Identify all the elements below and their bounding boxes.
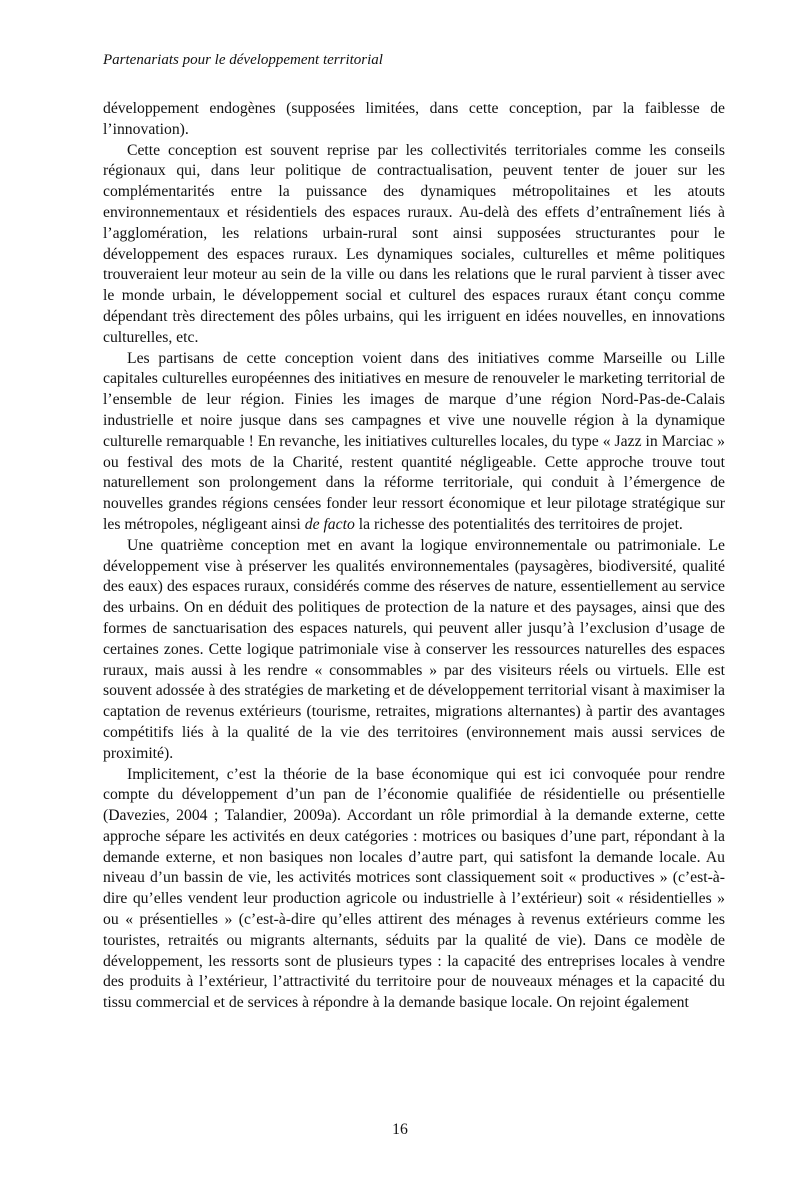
page-number: 16 bbox=[392, 1121, 408, 1138]
paragraph-3-part-2: la richesse des potentialités des territoires de projet. bbox=[358, 515, 683, 533]
italic-term: de facto bbox=[304, 515, 355, 533]
running-header: Partenariats pour le développement territorial bbox=[103, 52, 383, 68]
paragraph-5: Implicitement, c’est la théorie de la base économique qui est ici convoquée pour rendre compte du développement d’un pan de l’économie qualifiée de résidentielle ou présentielle (Davezies, 2004 ; Talandier, 2009a). Accordant un rôle primordial à la demande externe, cette approche sépare les activités en deux catégories : motrices ou basiques d’une part, répondant à la demande externe, et non basiques non locales d’autre part, qui satisfont la demande locale. Au niveau d’un bassin de vie, les activités motrices sont classiquement soit « productives » (c’est-à-dire qu’elles vendent leur production agricole ou industrielle à l’extérieur) soit « résidentielles » ou « présentielles » (c’est-à-dire qu’elles attirent des ménages à revenus extérieurs comme les touristes, retraités ou migrants alternants, séduits par la qualité de vie). Dans ce modèle de développement, les ressorts sont de plusieurs types : la capacité des entreprises locales à vendre des produits à l’extérieur, l’attractivité du territoire pour de nouveaux ménages et la capacité du tissu commercial et de services à répondre à la demande basique locale. On rejoint également bbox=[103, 765, 725, 1012]
body-text bbox=[103, 99, 725, 1014]
paragraph-3-part-1: Les partisans de cette conception voient dans des initiatives comme Marseille ou Lille capitales culturelles européennes des initiatives en mesure de renouveler le marketing territorial de l’ensemble de leur région. Finies les images de marque d’une région Nord-Pas-de-Calais industrielle et noire jusque dans ses campagnes et vive une nouvelle région à la dynamique culturelle remarquable ! En revanche, les initiatives culturelles locales, du type « Jazz in Marciac » ou festival des mots de la Charité, restent quantité négligeable. Cette approche trouve tout naturellement son prolongement dans la réforme territoriale, qui conduit à l’émergence de nouvelles grandes régions censées fonder leur ressort économique et leur pilotage stratégique sur les métropoles, négligeant ainsi bbox=[103, 349, 725, 533]
paragraph-1: développement endogènes (supposées limitées, dans cette conception, par la faiblesse de l’innovation). bbox=[103, 100, 725, 138]
paragraph-2: Cette conception est souvent reprise par les collectivités territoriales comme les conseils régionaux qui, dans leur politique de contractualisation, peuvent tenter de jouer sur les complémentarités entre la puissance des dynamiques métropolitaines et les atouts environnementaux et résidentiels des espaces ruraux. Au-delà des effets d’entraînement liés à l’agglomération, les relations urbain-rural sont ainsi supposées structurantes pour le développement des espaces ruraux. Les dynamiques sociales, culturelles et même politiques trouveraient leur moteur au sein de la ville ou dans les relations que le rural parvient à tisser avec le monde urbain, le développement social et culturel des espaces ruraux étant conçu comme dépendant très directement des pôles urbains, qui les irriguent en idées nouvelles, en innovations culturelles, etc. bbox=[103, 141, 725, 346]
paragraph-4: Une quatrième conception met en avant la logique environnementale ou patrimoniale. Le développement vise à préserver les qualités environnementales (paysagères, biodiversité, qualité des eaux) des espaces ruraux, considérés comme des réserves de nature, essentiellement au service des urbains. On en déduit des politiques de protection de la nature et des paysages, ainsi que des formes de sanctuarisation des espaces naturels, qui peuvent aller jusqu’à l’exclusion d’usage de certaines zones. Cette logique patrimoniale vise à conserver les ressources naturelles des espaces ruraux, mais aussi à les rendre « consommables » par des visiteurs réels ou virtuels. Elle est souvent adossée à des stratégies de marketing et de développement territorial visant à maximiser la captation de revenus extérieurs (tourisme, retraites, migrations alternantes) à partir des avantages compétitifs liés à la qualité de la vie des territoires (environnement mais aussi services de proximité). bbox=[103, 536, 725, 762]
paragraph-3 bbox=[103, 349, 725, 536]
